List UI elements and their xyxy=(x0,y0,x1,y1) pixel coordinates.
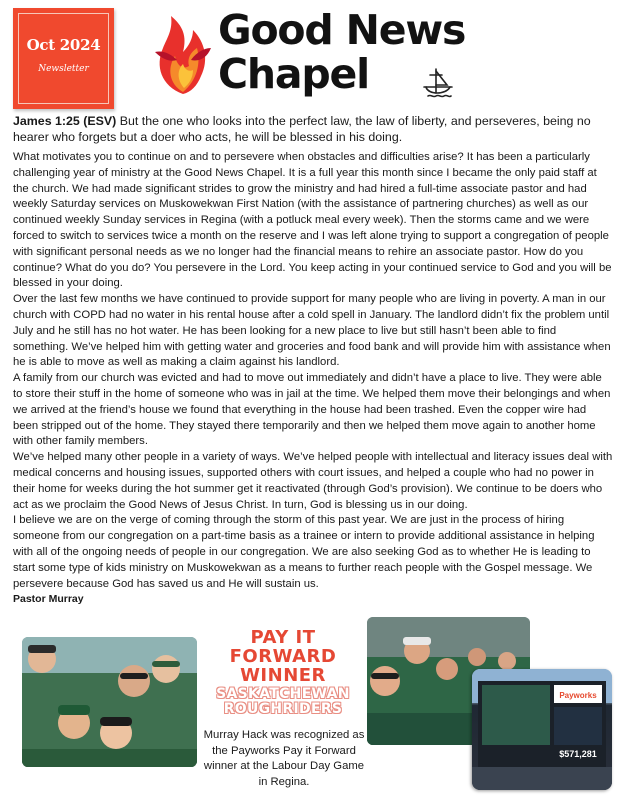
scoreboard-brand: Payworks xyxy=(559,691,597,700)
team-name xyxy=(201,687,365,717)
article-paragraph: Over the last few months we have continued to provide support for many people who are living in poverty. A man in our church with COPD had no water in his rental house after a cold spell in January. The landlord didn’t fix the problem until July and he still has no hot water. He has been looking for a new place to live but still hasn’t been able to find something. We’ve helped him with getting water and groceries and food bank and will provide him with assistance when he is able to move as well as making a claim against his landlord. xyxy=(13,293,611,369)
article-paragraph: A family from our church was evicted and had to move out immediately and didn’t have a place to live. They were able to store their stuff in the home of someone who was in jail at the time. We helped them move their belongings and when we arrived at the friend’s house we found that everything in the house had been trashed. Even the copper wire had been stripped out of the home. They stayed there temporarily and then we helped them move again to another home with other family members. xyxy=(13,372,611,448)
verse-reference: James 1:25 (ESV) xyxy=(13,114,117,128)
stadium-scoreboard-photo xyxy=(472,669,612,790)
scripture-verse xyxy=(13,113,609,145)
award-caption: Murray Hack was recognized as the Payworks Pay it Forward winner at the Labour Day Game in Regina. xyxy=(203,729,365,788)
award-title-line-1: PAY IT xyxy=(250,627,316,648)
article-paragraph: What motivates you to continue on and to persevere when obstacles and difficulties arise? It has been a particularly challenging year of ministry at the Good News Chapel. It is a full year this month since I became the only paid staff at the church. We had made significant strides to grow the ministry and had hired a full-time associate pastor and had weekly Saturday services on Muskowekwan First Nation (with the assistance of partnering churches) as well as our continued weekly Sunday services in Regina (with a potluck meal every week). Then the storms came and we were forced to switch to services twice a month on the reserve and I was left alone trying to support a congregation of people with significant personal needs as we no longer had the financial means to rehire an associate pastor. How do you continue? What do you do? You persevere in the Lord. You keep acting in your continued service to God and you will be blessed in your doing. xyxy=(13,151,612,290)
ecumenical-cross-ship-icon xyxy=(420,65,456,101)
scoreboard-illustration xyxy=(472,669,612,790)
title-line-2: Chapel xyxy=(218,50,369,98)
article-paragraph: We’ve helped many other people in a variety of ways. We’ve helped people with intellectual and literacy issues deal with medical concerns and housing issues, supported others with court issues, and helped a couple who had no power in their home for weeks during the hot summer get it reactivated (through God’s provision). We continue to be doers who act as we proclaim the Good News of Jesus Christ. In turn, God is blessing us in our doing. xyxy=(13,451,613,511)
award-title-line-3: WINNER xyxy=(240,665,326,686)
article-body xyxy=(13,150,613,608)
award-title-line-2: FORWARD xyxy=(229,646,337,667)
family-selfie-illustration xyxy=(22,637,197,767)
title-line-1: Good News xyxy=(218,6,466,54)
family-selfie-photo xyxy=(22,637,197,767)
verse-text: But the one who looks into the perfect law, the law of liberty, and perseveres, being no hearer who forgets but a doer who acts, he will be blessed in his doing. xyxy=(13,114,591,144)
date-badge-frame xyxy=(18,13,109,104)
team-name-line-2: ROUGHRIDERS xyxy=(223,701,343,717)
award-title xyxy=(215,628,351,685)
date-badge xyxy=(13,8,114,109)
flame-dove-icon xyxy=(153,8,213,96)
badge-label: Newsletter xyxy=(38,64,89,74)
pastor-signature: Pastor Murray xyxy=(13,593,84,606)
team-name-line-1: SASKATCHEWAN xyxy=(216,686,350,702)
article-paragraph: I believe we are on the verge of coming through the storm of this past year. We are just in the process of hiring someone from our congregation on a part-time basis as a trainee or intern to provide additional assistance in helping with all of the ongoing needs of people in our congregation. We are also seeking God as to whether He is leading to start some type of kids ministry on Muskowekwan as a means to further reach people with the Gospel message. We persevere because God has saved us and He will sustain us. xyxy=(13,514,595,590)
scoreboard-amount: $571,281 xyxy=(559,749,597,759)
badge-month: Oct 2024 xyxy=(26,36,101,54)
